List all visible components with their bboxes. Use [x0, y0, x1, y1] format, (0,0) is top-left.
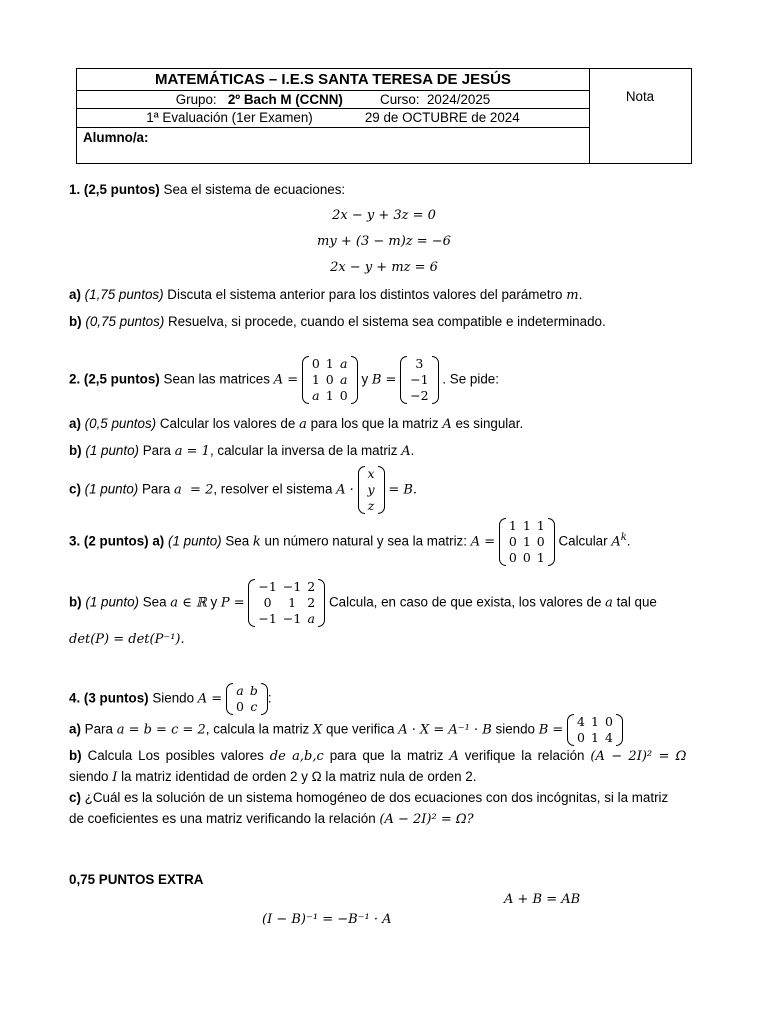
matrix-row	[407, 388, 431, 404]
matrix-cell: 0	[339, 388, 348, 403]
matrix-cell: 1	[536, 550, 545, 565]
q3b-var: a	[605, 595, 613, 611]
q2-tail: . Se pide:	[442, 371, 499, 387]
q2a-text-2: para los que la matriz	[310, 416, 439, 431]
matrix-cell: 0	[522, 550, 531, 565]
matrix-body	[506, 518, 548, 566]
q3a-label: a)	[152, 533, 165, 549]
q3-part-a: 3. (2 puntos) a) (1 punto) Sea k un número natural y sea la matriz: A = 1 1 1 0 1 0 0 0 1 Calcular $A^k$.	[69, 518, 631, 565]
q4c-text-2: de coeficientes es una matriz verificando la relación	[69, 811, 376, 826]
q4-part-a	[69, 714, 623, 746]
matrix-cell: 1	[522, 534, 531, 549]
matrix-cell: 1	[536, 518, 545, 533]
matrix-cell: 1	[522, 518, 531, 533]
matrix-body	[233, 683, 261, 715]
matrix-cell: 2	[307, 595, 316, 610]
matrix-row	[407, 356, 431, 372]
q3b-text-2: y	[210, 594, 218, 610]
grupo-value: 2º Bach M (CCNN)	[227, 92, 343, 107]
q1a-var: m	[566, 288, 579, 303]
q2c-points: (1 punto)	[84, 481, 139, 497]
q3-part-b	[69, 579, 657, 627]
curso-label: Curso:	[380, 92, 420, 107]
matrix-row	[233, 699, 261, 715]
extra-equation-1: A + B = AB	[504, 892, 581, 907]
matrix-A-q3	[499, 518, 555, 566]
q1-intro-text: Sea el sistema de ecuaciones:	[163, 182, 346, 197]
q1b-text: Resuelva, si procede, cuando el sistema sea compatible e indeterminado.	[168, 314, 606, 329]
matrix-cell: 0	[311, 356, 320, 371]
matrix-cell: −1	[282, 579, 302, 594]
q2a-var: a	[299, 417, 307, 432]
q1b-label: b)	[69, 314, 82, 329]
q4a-text-1: Para	[84, 721, 113, 737]
q2c-text-1: Para	[142, 481, 171, 497]
q3a-var: k	[252, 534, 261, 550]
matrix-P	[248, 579, 325, 627]
matrix-cell: −1	[282, 611, 302, 626]
matrix-cell: c	[250, 699, 258, 714]
matrix-row	[407, 372, 431, 388]
q4a-X: X	[312, 722, 323, 738]
matrix-cell: 1	[591, 730, 599, 745]
q2-part-b: b) (1 punto) Para a = 1, calcular la inversa de la matriz A.	[69, 443, 415, 459]
q2b-text-2: , calcular la inversa de la matriz	[209, 443, 398, 458]
q1-equation-3: 2x − y + mz = 6	[330, 260, 438, 275]
matrix-cell: 1	[325, 388, 334, 403]
q4c-relation: (A − 2I)² = Ω?	[379, 812, 474, 827]
matrix-cell: 0	[325, 372, 334, 387]
q4a-text-4: siendo	[495, 721, 535, 737]
q3-P-eq: P =	[220, 595, 245, 611]
extra-equation-2: (I − B)⁻¹ = −B⁻¹ · A	[262, 912, 392, 927]
q4a-text-2: , calcula la matriz	[205, 721, 310, 737]
q1-heading: 1. (2,5 puntos)	[69, 182, 160, 197]
matrix-cell: a	[340, 356, 348, 371]
matrix-row	[506, 518, 548, 534]
q4c-text-1: ¿Cuál es la solución de un sistema homogéneo de dos ecuaciones con dos incógnitas, si la matriz	[84, 790, 669, 805]
q4c-label: c)	[69, 790, 81, 805]
matrix-cell: −1	[258, 611, 277, 626]
q4a-cond: a = b = c = 2	[116, 722, 206, 738]
q2-part-a	[69, 416, 523, 432]
q1-intro	[69, 182, 345, 197]
q2b-cond: a = 1	[174, 444, 210, 459]
matrix-row	[365, 466, 378, 482]
matrix-A-q4	[226, 683, 268, 715]
q1-part-a: a) (1,75 puntos) Discuta el sistema anterior para los distintos valores del parámetro m.	[69, 287, 583, 303]
matrix-cell: −1	[258, 579, 277, 594]
q1a-points: (1,75 puntos)	[84, 287, 164, 302]
q4b-A: A	[449, 749, 459, 764]
q3b-tail-1: Calcula, en caso de que exista, los valores de	[328, 594, 602, 610]
matrix-cell: 4	[577, 714, 585, 729]
q3a-tail: Calcular	[558, 533, 608, 549]
matrix-B	[400, 356, 438, 404]
grupo-label: Grupo:	[175, 92, 217, 107]
matrix-cell: 0	[536, 534, 545, 549]
header-eval-row	[77, 110, 589, 125]
matrix-body	[309, 356, 351, 404]
nota-label: Nota	[625, 89, 655, 104]
q1a-text: Discuta el sistema anterior para los distintos valores del parámetro	[167, 287, 563, 302]
q3b-label: b)	[69, 594, 82, 610]
matrix-cell: 3	[415, 356, 424, 371]
q4b-text-3: verifique la relación	[464, 748, 585, 763]
q4b-text-5: la matriz identidad de orden 2 y Ω la matriz nula de orden 2.	[121, 769, 477, 784]
q2a-text-3: es singular.	[455, 416, 524, 431]
q2-intro-text: Sean las matrices	[163, 371, 270, 387]
q4b-label: b)	[69, 748, 82, 763]
q2a-label: a)	[69, 416, 81, 431]
matrix-cell: 1	[508, 518, 517, 533]
header-table	[76, 68, 692, 164]
matrix-cell: x	[367, 466, 375, 481]
matrix-cell: 1	[311, 372, 320, 387]
q2b-label: b)	[69, 443, 82, 458]
q4-A-eq: A =	[197, 691, 223, 707]
exam-date: 29 de OCTUBRE de 2024	[364, 110, 520, 125]
header-rule	[77, 127, 589, 128]
matrix-body	[574, 714, 616, 746]
q1-equation-1: 2x − y + 3z = 0	[332, 208, 436, 223]
q4-B-eq: B =	[538, 722, 564, 738]
q4-part-b-cont	[69, 769, 476, 785]
matrix-row	[255, 579, 318, 595]
q3b-tail-2: tal que	[616, 594, 657, 610]
q2c-cond: a = 2	[174, 482, 214, 498]
matrix-row	[309, 356, 351, 372]
q4b-text-2: para que la matriz	[329, 748, 444, 763]
q2a-var2: A	[442, 417, 452, 432]
q2-A-eq: A =	[273, 372, 299, 388]
q2-part-c	[69, 466, 417, 514]
matrix-cell: a	[340, 372, 348, 387]
matrix-row	[309, 372, 351, 388]
matrix-cell: 4	[604, 730, 613, 745]
q1a-label: a)	[69, 287, 81, 302]
matrix-row	[506, 550, 548, 566]
alumno-label: Alumno/a:	[83, 130, 149, 145]
header-rule	[77, 108, 589, 109]
q2a-text-1: Calcular los valores de	[159, 416, 296, 431]
q4a-text-3: que verifica	[325, 721, 395, 737]
matrix-cell: 0	[235, 699, 244, 714]
matrix-row	[233, 683, 261, 699]
q2c-label: c)	[69, 481, 81, 497]
header-title: MATEMÁTICAS – I.E.S SANTA TERESA DE JESÚS	[155, 71, 511, 88]
matrix-row	[255, 611, 318, 627]
matrix-body	[365, 466, 378, 514]
matrix-cell: 0	[604, 714, 613, 729]
matrix-row	[574, 730, 616, 746]
matrix-cell: a	[312, 388, 320, 403]
matrix-cell: 0	[508, 550, 517, 565]
q2c-A: A ·	[336, 482, 354, 498]
q4-heading: 4. (3 puntos)	[69, 690, 149, 706]
header-divider	[589, 69, 590, 163]
q3-A-eq: A =	[470, 534, 496, 550]
matrix-row	[255, 595, 318, 611]
q3a-points: (1 punto)	[168, 533, 222, 549]
q3a-tail-exp: k	[620, 532, 627, 544]
q2c-eqB: = B.	[388, 482, 418, 498]
q1-part-b	[69, 314, 606, 329]
q2c-text-2: , resolver el sistema	[213, 481, 333, 497]
q1-equation-2: my + (3 − m)z = −6	[317, 234, 451, 249]
matrix-row	[506, 534, 548, 550]
q2b-var: A	[401, 444, 411, 459]
q4a-equation: A · X = A⁻¹ · B	[398, 722, 492, 738]
q3a-tail-A: A	[611, 534, 621, 550]
q4-part-b	[69, 748, 686, 764]
matrix-row	[309, 388, 351, 404]
matrix-cell: 2	[307, 579, 316, 594]
matrix-cell: −1	[410, 372, 429, 387]
q3b-det-relation: det(P) = det(P⁻¹).	[69, 632, 185, 647]
q2-and: y	[361, 371, 369, 387]
q4-part-c-cont	[69, 811, 474, 827]
matrix-row	[574, 714, 616, 730]
matrix-cell: a	[236, 683, 244, 698]
q3b-cond: a ∈ ℝ	[170, 595, 207, 611]
matrix-cell: 1	[288, 595, 297, 610]
matrix-cell: −2	[410, 388, 429, 403]
q2-intro	[69, 356, 499, 404]
matrix-A	[302, 356, 358, 404]
q2-B-eq: B =	[371, 372, 397, 388]
q3-heading: 3. (2 puntos)	[69, 533, 149, 549]
q3a-text-2: un número natural y sea la matriz:	[264, 533, 467, 549]
matrix-cell: y	[367, 482, 375, 497]
matrix-cell: 0	[577, 730, 585, 745]
curso-value: 2024/2025	[426, 92, 491, 107]
q4b-text-1: Calcula Los posibles valores	[87, 748, 264, 763]
q1b-points: (0,75 puntos)	[85, 314, 165, 329]
q4b-relation: (A − 2I)² = Ω	[590, 749, 687, 764]
q2b-points: (1 punto)	[85, 443, 139, 458]
q4-part-c	[69, 790, 668, 805]
q2b-text-1: Para	[142, 443, 172, 458]
q3b-text-1: Sea	[142, 594, 167, 610]
q4-intro: 4. (3 puntos) Siendo A = a b 0 c :	[69, 683, 272, 714]
matrix-xyz	[358, 466, 385, 514]
q4a-label: a)	[69, 721, 81, 737]
matrix-cell: 0	[508, 534, 517, 549]
matrix-cell: b	[249, 683, 258, 698]
q2-heading: 2. (2,5 puntos)	[69, 371, 160, 387]
q3b-points: (1 punto)	[85, 594, 139, 610]
extra-heading	[69, 872, 203, 887]
q4-intro-text: Siendo	[152, 690, 195, 706]
header-group-row	[77, 92, 589, 107]
matrix-cell: 1	[591, 714, 599, 729]
matrix-cell: a	[307, 611, 315, 626]
extra-heading-text: 0,75 PUNTOS EXTRA	[69, 872, 204, 887]
header-rule	[77, 90, 589, 91]
matrix-B-q4	[567, 714, 623, 746]
matrix-row	[365, 482, 378, 498]
q4b-vars: de a,b,c	[269, 749, 324, 764]
matrix-cell: 1	[325, 356, 334, 371]
matrix-row	[365, 498, 378, 514]
matrix-body	[407, 356, 431, 404]
q3a-text-1: Sea	[225, 533, 250, 549]
q2a-points: (0,5 puntos)	[84, 416, 157, 431]
q4b-text-4: siendo	[69, 769, 109, 784]
matrix-body	[255, 579, 318, 627]
matrix-cell: 0	[263, 595, 272, 610]
matrix-cell: z	[367, 498, 375, 513]
evaluacion-label: 1ª Evaluación (1er Examen)	[146, 110, 313, 125]
q4b-I: I	[112, 770, 118, 785]
